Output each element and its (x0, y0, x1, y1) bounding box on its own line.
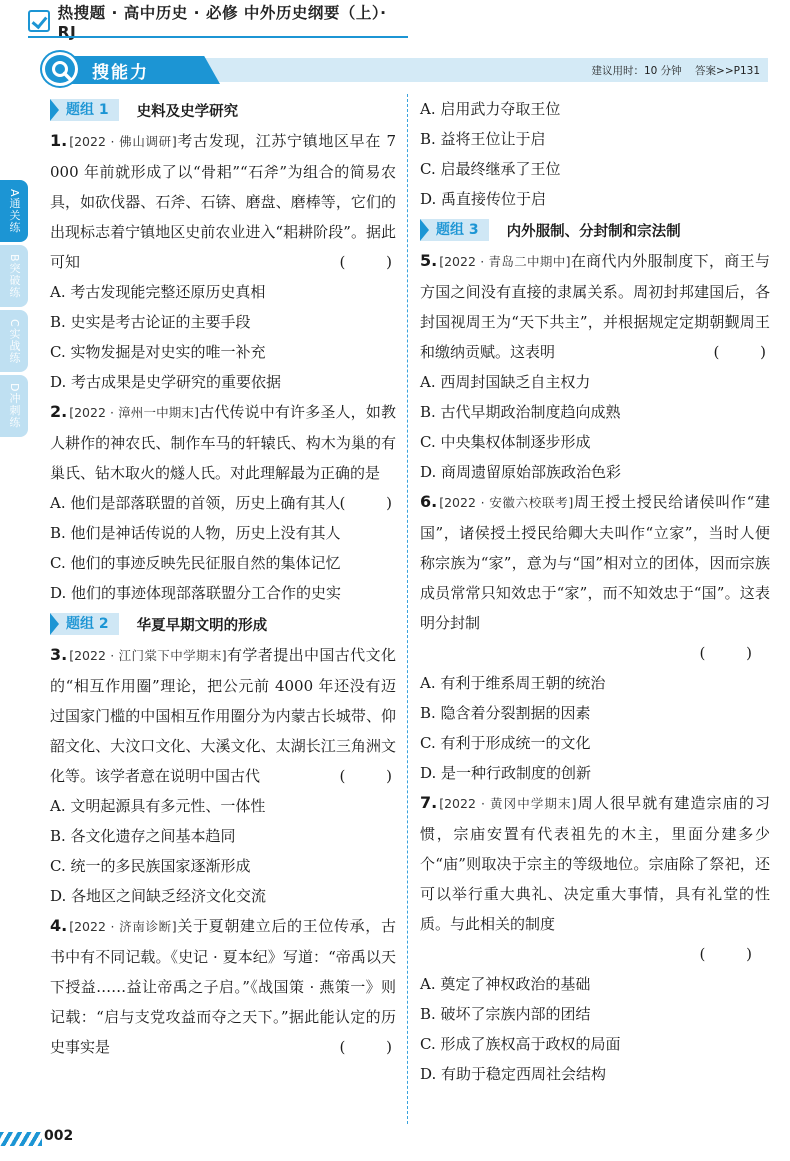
question-5 (420, 246, 784, 487)
question-number: 4. (50, 916, 68, 935)
option-a[interactable]: A. 启用武力夺取王位 (420, 100, 561, 118)
question-number: 6. (420, 492, 438, 511)
answer-bracket[interactable]: ( ) (713, 343, 784, 361)
question-text: 古代传说中有许多圣人，如教人耕作的神农氏、制作车马的轩辕氏、构木为巢的有巢氏、钻木取火的燧人氏。对此理解最为正确的是 (50, 403, 396, 482)
question-source: [2022 · 青岛二中期中] (439, 254, 571, 269)
question-text: 周人很早就有建造宗庙的习惯，宗庙安置有代表祖先的木主，里面分建多少个“庙”则取决于宗主的等级地位。宗庙除了祭祀，还可以举行重大典礼、决定重大事情，具有礼堂的性质。与此相关的制度 (420, 794, 770, 933)
answer-bracket[interactable]: ( ) (339, 494, 410, 512)
group-tag: 题组 1 (50, 99, 119, 121)
question-source: [2022 · 黄冈中学期末] (439, 796, 577, 811)
option-c[interactable]: C. 形成了族权高于政权的局面 (420, 1035, 621, 1053)
question-6 (420, 487, 770, 788)
answer-link[interactable]: 答案>>P131 (695, 65, 760, 77)
question-4 (50, 911, 410, 1062)
question-text: 在商代内外服制度下，商王与方国之间没有直接的隶属关系。周初封邦建国后，各封国视周王为“天下共主”，并根据规定定期朝觐周王和缴纳贡赋。这表明 (420, 252, 770, 361)
banner-meta (581, 63, 760, 78)
magnifier-icon (42, 52, 78, 86)
option-c[interactable]: C. 启最终继承了王位 (420, 160, 561, 178)
section-banner (42, 52, 768, 86)
footer-stripes (0, 1132, 42, 1146)
question-number: 3. (50, 645, 68, 664)
question-number: 1. (50, 131, 68, 150)
answer-bracket[interactable]: ( ) (339, 1038, 410, 1056)
question-2 (50, 397, 410, 608)
question-stem (50, 640, 410, 791)
option-b[interactable]: B. 他们是神话传说的人物，历史上没有其人 (50, 524, 341, 542)
question-number: 2. (50, 402, 68, 421)
option-d[interactable]: D. 他们的事迹体现部落联盟分工合作的史实 (50, 584, 342, 602)
tab-c[interactable]: C实战练 (0, 310, 28, 372)
option-c[interactable]: C. 他们的事迹反映先民征服自然的集体记忆 (50, 554, 341, 572)
right-column (420, 94, 784, 1089)
question-source: [2022 · 江门棠下中学期末] (69, 648, 227, 663)
question-stem (50, 126, 410, 277)
question-text: 周王授土授民给诸侯叫作“建国”，诸侯授土授民给卿大夫叫作“立家”，当时人便称宗族为“家”，意为与“国”相对立的团体，因而宗族成员常常只知效忠于“家”，而不知效忠于“国”。这表明分封制 (420, 493, 770, 632)
group-title: 内外服制、分封制和宗法制 (506, 223, 681, 240)
question-text: 考古发现，江苏宁镇地区早在 7 000 年前就形成了以“骨耜”“石斧”为组合的简易农具，如砍伐器、石斧、石锛、磨盘、磨棒等，它们的出现标志着宁镇地区史前农业进入“耜耕阶段”。据此可知 (50, 132, 396, 271)
tab-d[interactable]: D冲刺练 (0, 375, 28, 437)
question-stem (50, 911, 410, 1062)
option-c[interactable]: C. 有利于形成统一的文化 (420, 734, 591, 752)
question-1 (50, 126, 410, 397)
option-d[interactable]: D. 是一种行政制度的创新 (420, 764, 592, 782)
question-source: [2022 · 漳州一中期末] (69, 405, 199, 420)
question-source: [2022 · 济南诊断] (69, 919, 177, 934)
question-number: 5. (420, 251, 438, 270)
option-a[interactable]: A. 奠定了神权政治的基础 (420, 975, 591, 993)
group-header (50, 96, 396, 124)
tab-a[interactable]: A通关练 (0, 180, 28, 242)
question-stem (420, 788, 770, 939)
suggested-time: 建议用时：10 分钟 (591, 65, 682, 77)
question-3 (50, 640, 410, 911)
question-stem (420, 246, 784, 367)
question-source: [2022 · 安徽六校联考] (439, 495, 574, 510)
option-b[interactable]: B. 隐含着分裂割据的因素 (420, 704, 591, 722)
group-tag: 题组 3 (420, 219, 489, 241)
option-b[interactable]: B. 破坏了宗族内部的团结 (420, 1005, 591, 1023)
answer-bracket[interactable]: ( ) (339, 767, 410, 785)
tab-b[interactable]: B突破练 (0, 245, 28, 307)
option-c[interactable]: C. 中央集权体制逐步形成 (420, 433, 591, 451)
question-text: 有学者提出中国古代文化的“相互作用圈”理论，把公元前 4000 年还没有迈过国家门槛的中国相互作用圈分为内蒙古长城带、仰韶文化、大汶口文化、大溪文化、太湖长江三角洲文化等。该学者意在说明中国古代 (50, 646, 396, 785)
header-divider (28, 36, 408, 38)
option-a[interactable]: A. 文明起源具有多元性、一体性 (50, 797, 266, 815)
side-tabs (0, 180, 28, 440)
answer-bracket[interactable]: ( ) (699, 945, 770, 963)
option-c[interactable]: C. 实物发掘是对史实的唯一补充 (50, 343, 266, 361)
page-header (28, 4, 403, 41)
question-stem (420, 487, 770, 638)
page-footer (0, 1126, 140, 1150)
left-column (50, 94, 410, 1062)
option-d[interactable]: D. 考古成果是史学研究的重要依据 (50, 373, 282, 391)
option-c[interactable]: C. 统一的多民族国家逐渐形成 (50, 857, 251, 875)
question-text: 关于夏朝建立后的王位传承，古书中有不同记载。《史记 · 夏本纪》写道：“帝禹以天下授益……益让帝禹之子启。”《战国策 · 燕策一》则记载：“启与支党攻益而夺之天下。”据此能认定的历史事实是 (50, 917, 396, 1056)
page-number: 002 (44, 1128, 74, 1144)
option-a[interactable]: A. 有利于维系周王朝的统治 (420, 674, 606, 692)
answer-bracket[interactable]: ( ) (339, 253, 410, 271)
question-number: 7. (420, 793, 438, 812)
group-tag: 题组 2 (50, 613, 119, 635)
option-d[interactable]: D. 商周遗留原始部族政治色彩 (420, 463, 622, 481)
option-d[interactable]: D. 有助于稳定西周社会结构 (420, 1065, 607, 1083)
option-b[interactable]: B. 古代早期政治制度趋向成熟 (420, 403, 621, 421)
question-4-options (420, 94, 770, 214)
option-a[interactable]: A. 考古发现能完整还原历史真相 (50, 283, 266, 301)
group-header (420, 216, 770, 244)
question-7 (420, 788, 770, 1089)
group-title: 华夏早期文明的形成 (136, 617, 268, 634)
option-a[interactable]: A. 他们是部落联盟的首领，历史上确有其人 (50, 494, 341, 512)
option-b[interactable]: B. 益将王位让于启 (420, 130, 546, 148)
group-header (50, 610, 396, 638)
option-a[interactable]: A. 西周封国缺乏自主权力 (420, 373, 591, 391)
banner-title: 搜能力 (92, 63, 149, 83)
header-title: 热搜题 · 高中历史 · 必修 中外历史纲要（上）· RJ (57, 4, 387, 41)
option-d[interactable]: D. 禹直接传位于启 (420, 190, 547, 208)
question-source: [2022 · 佛山调研] (69, 134, 177, 149)
checkmark-icon (28, 10, 50, 32)
answer-bracket[interactable]: ( ) (699, 644, 770, 662)
option-b[interactable]: B. 各文化遗存之间基本趋同 (50, 827, 236, 845)
option-b[interactable]: B. 史实是考古论证的主要手段 (50, 313, 251, 331)
group-title: 史料及史学研究 (136, 103, 239, 120)
option-d[interactable]: D. 各地区之间缺乏经济文化交流 (50, 887, 267, 905)
